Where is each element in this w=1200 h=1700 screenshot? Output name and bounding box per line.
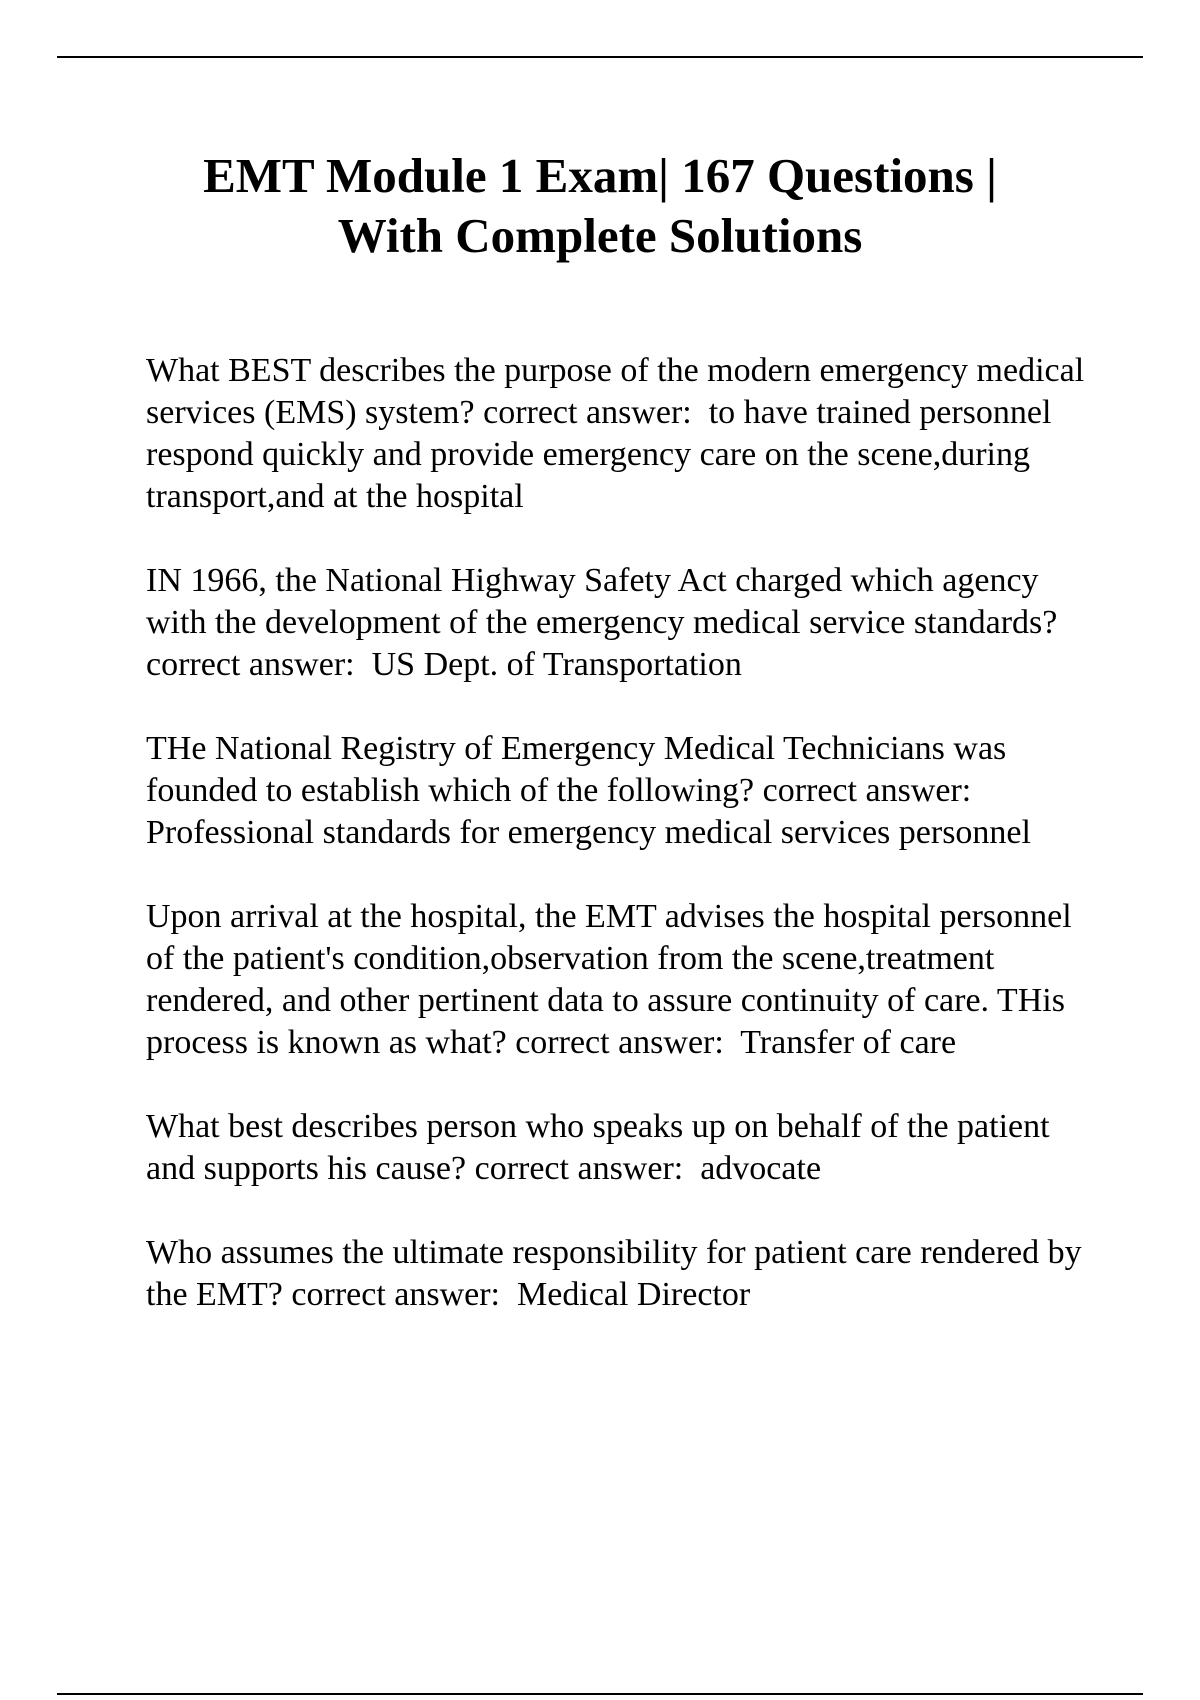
title-line-2: With Complete Solutions xyxy=(337,208,863,263)
answer-label: correct answer: xyxy=(146,646,355,683)
question-item xyxy=(146,560,1106,686)
top-rule xyxy=(57,56,1143,58)
question-item xyxy=(146,1232,1106,1316)
answer-label: correct answer: xyxy=(762,772,972,809)
question-text: What best describes person who speaks up on behalf of the patient and supports his cause? xyxy=(146,1108,1059,1187)
answer-text: Transfer of care xyxy=(740,1024,957,1061)
answer-text: advocate xyxy=(700,1150,822,1187)
answer-text: to have trained personnel respond quickly and provide emergency care on the scene,during transport,and at the hospital xyxy=(146,394,1060,515)
document-title xyxy=(100,146,1100,266)
question-text: IN 1966, the National Highway Safety Act charged which agency with the development of the emergency medical service standards? xyxy=(146,562,1058,641)
answer-text: Professional standards for emergency medical services personnel xyxy=(146,814,1031,851)
question-text: Upon arrival at the hospital, the EMT advises the hospital personnel of the patient's condition,observation from the scene,treatment rendered, and other pertinent data to assure continuity of care. THis process is known as what? xyxy=(146,898,1081,1061)
question-text: What BEST describes the purpose of the modern emergency medical services (EMS) system? xyxy=(146,352,1093,431)
answer-label: correct answer: xyxy=(515,1024,724,1061)
question-item xyxy=(146,728,1106,854)
answer-text: Medical Director xyxy=(517,1276,751,1313)
question-item xyxy=(146,1106,1106,1190)
question-text: Who assumes the ultimate responsibility for patient care rendered by the EMT? xyxy=(146,1234,1091,1313)
question-item xyxy=(146,350,1106,518)
answer-label: correct answer: xyxy=(474,1150,684,1187)
bottom-rule xyxy=(57,1693,1143,1695)
question-item xyxy=(146,896,1106,1064)
answer-label: correct answer: xyxy=(291,1276,501,1313)
answer-text: US Dept. of Transportation xyxy=(371,646,742,683)
question-list xyxy=(146,350,1106,1358)
answer-label: correct answer: xyxy=(483,394,692,431)
question-text: THe National Registry of Emergency Medical Technicians was founded to establish which of the following? xyxy=(146,730,1015,809)
title-line-1: EMT Module 1 Exam| 167 Questions | xyxy=(203,148,997,203)
